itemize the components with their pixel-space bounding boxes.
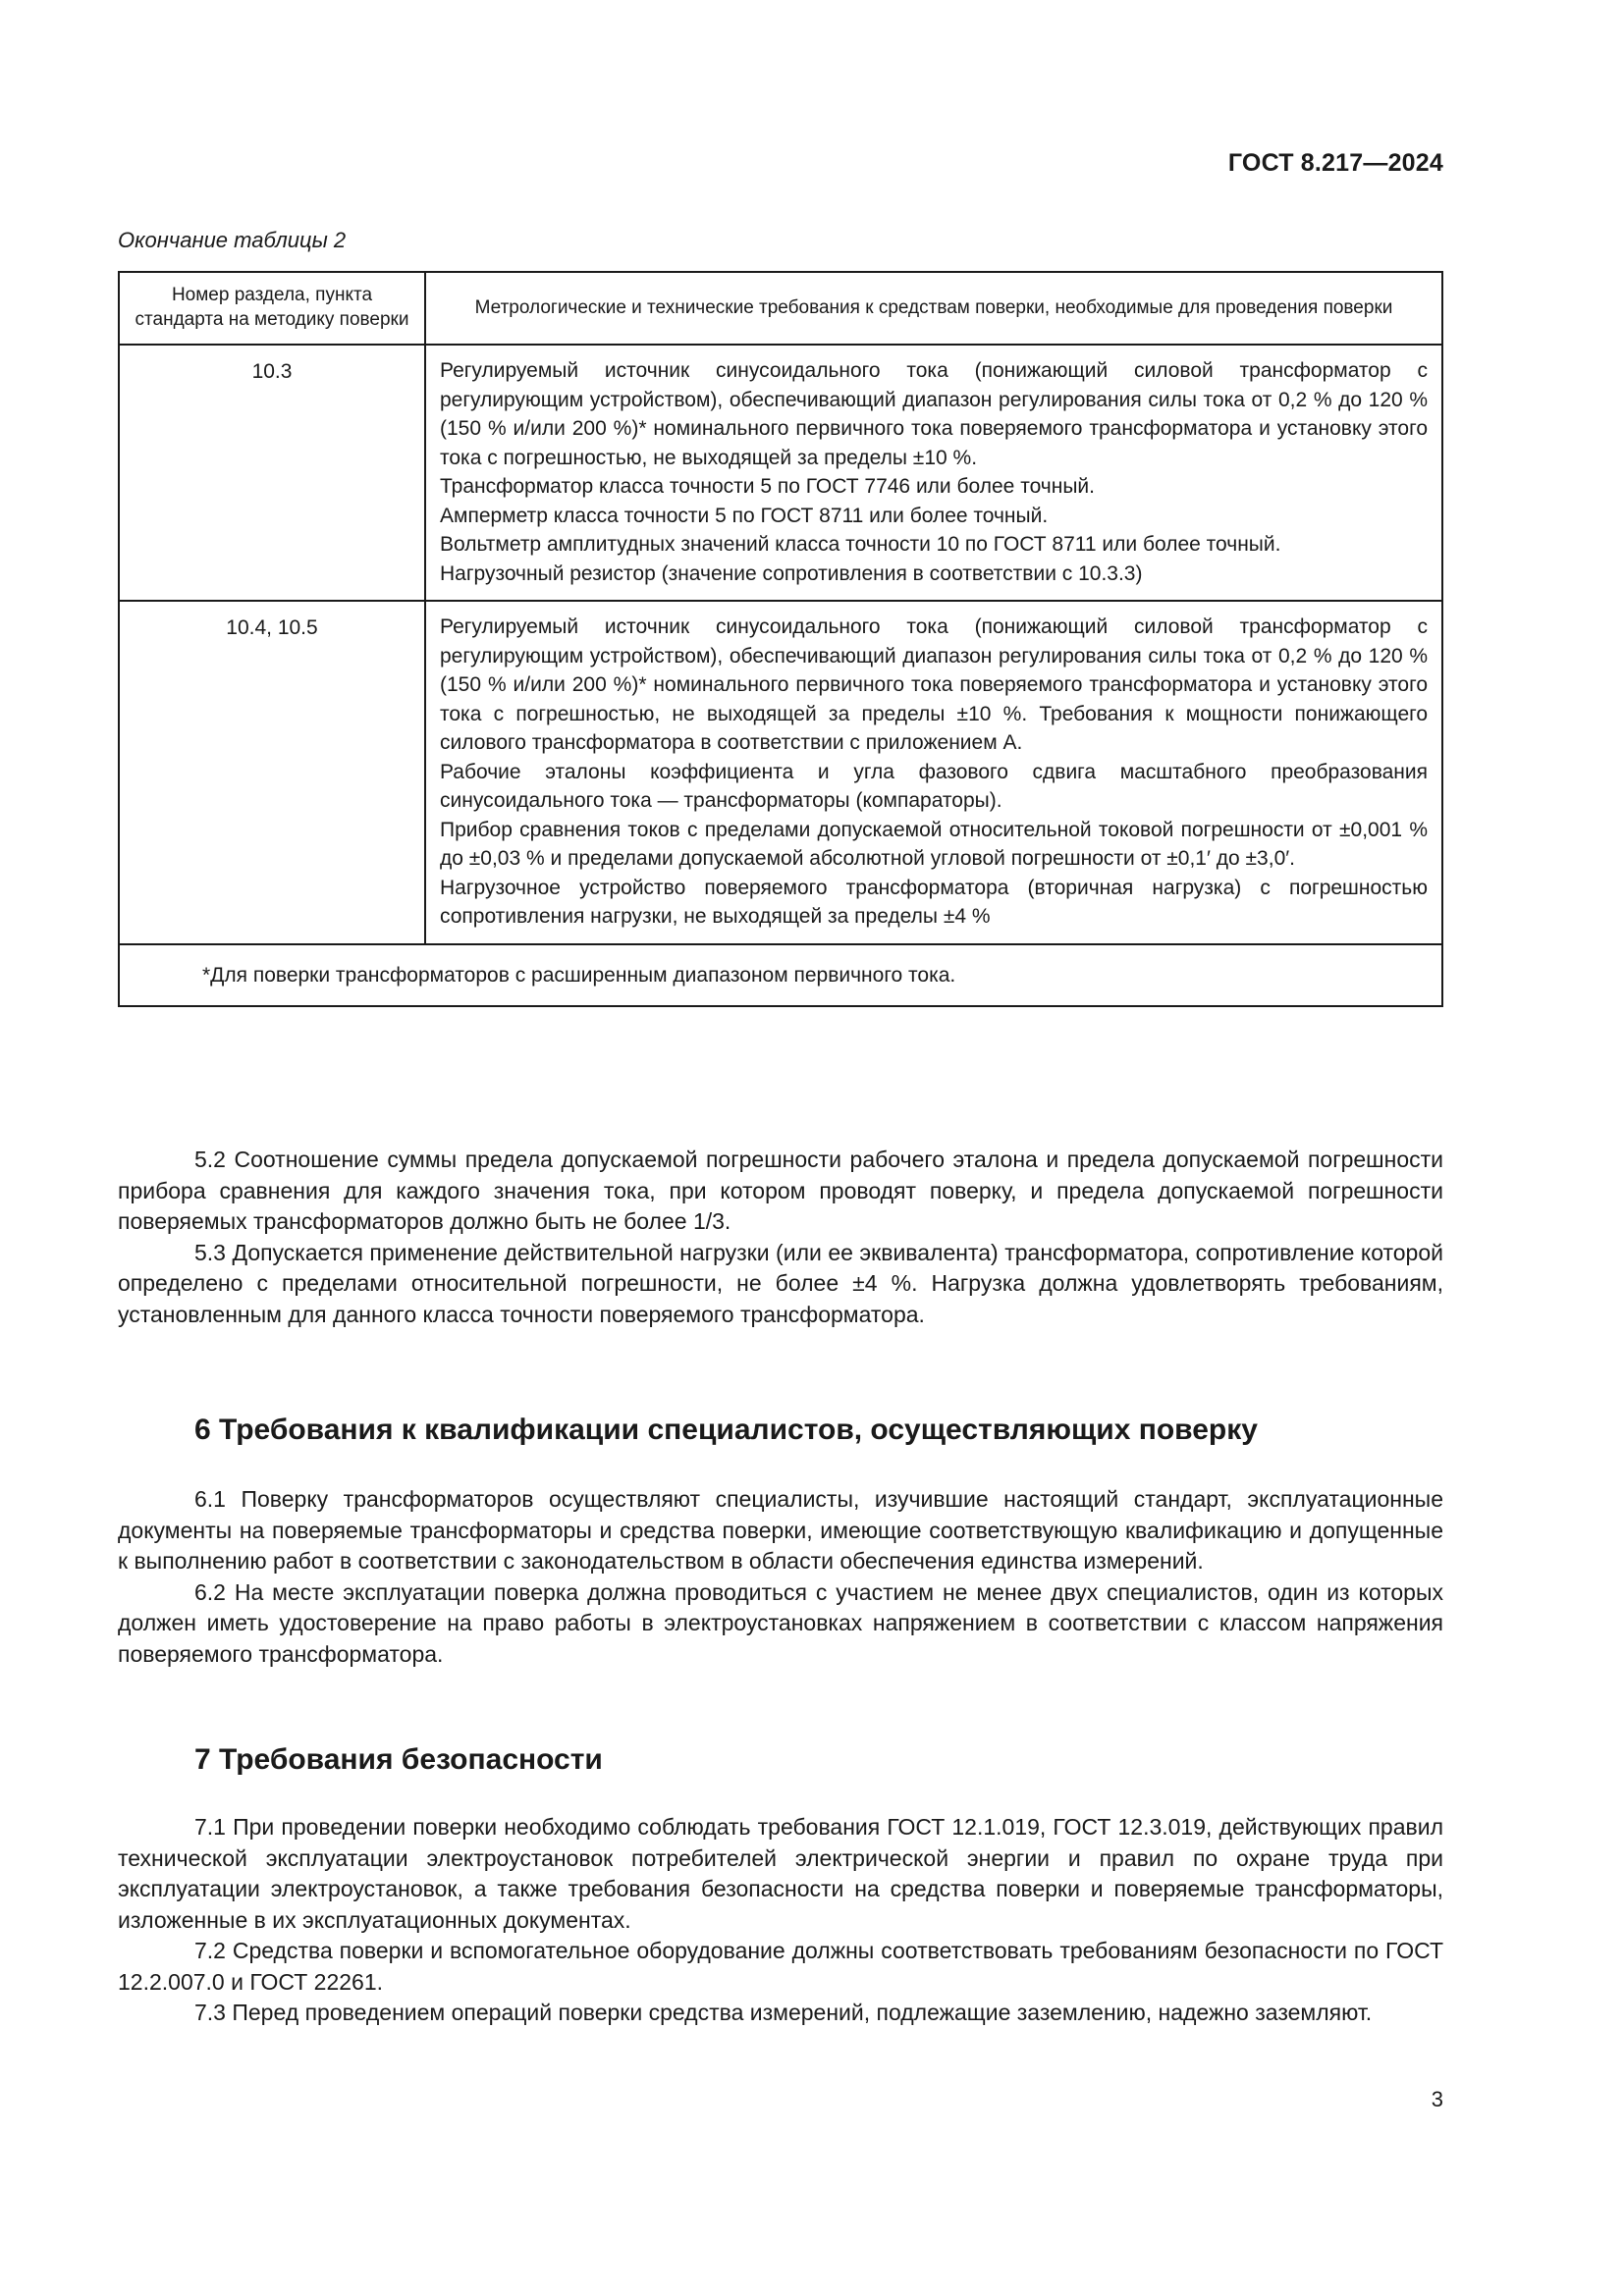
section-7-heading: 7 Требования безопасности (194, 1743, 603, 1776)
paragraph-5-3: 5.3 Допускается применение действительной нагрузки (или ее эквивалента) трансформатора, сопротивление которой определено с пределами относительной погрешности, не более ±4 %. Нагрузка должна удовлетворять требованиям, установленным для данного класса точности поверяемого трансформатора. (118, 1239, 1443, 1327)
table-footnote: *Для поверки трансформаторов с расширенным диапазоном первичного тока. (119, 944, 1442, 1007)
table-row (119, 601, 1442, 944)
section-number-cell: 10.3 (119, 345, 425, 601)
paragraph-7-1: 7.1 При проведении поверки необходимо соблюдать требования ГОСТ 12.1.019, ГОСТ 12.3.019, действующих правил технической эксплуатации электроустановок потребителей электрической энергии и правил по охране труда при эксплуатации электроустановок, а также требования безопасности на средства поверки и поверяемые трансформаторы, изложенные в их эксплуатационных документах. (118, 1814, 1443, 1933)
section-5-text (118, 1145, 1443, 1330)
requirements-table (118, 271, 1443, 1007)
section-6-text (118, 1484, 1443, 1670)
paragraph-6-2: 6.2 На месте эксплуатации поверка должна проводиться с участием не менее двух специалистов, один из которых должен иметь удостоверение на право работы в электроустановках напряжением в соответствии с классом напряжения поверяемого трансформатора. (118, 1578, 1443, 1667)
table-header-row (119, 272, 1442, 345)
requirement-item: Нагрузочный резистор (значение сопротивления в соответствии с 10.3.3) (440, 561, 1143, 585)
requirement-item: Вольтметр амплитудных значений класса точности 10 по ГОСТ 8711 или более точный. (440, 533, 1281, 556)
section-7-text (118, 1812, 1443, 2029)
requirement-item: Прибор сравнения токов с пределами допускаемой относительной токовой погрешности от ±0,001 % до ±0,03 % и пределами допускаемой абсолютной угловой погрешности от ±0,1′ до ±3,0′. (440, 818, 1428, 870)
requirement-item: Регулируемый источник синусоидального тока (понижающий силовой трансформатор с регулирующим устройством), обеспечивающий диапазон регулирования силы тока от 0,2 % до 120 % (150 % и/или 200 %)* номинального первичного тока поверяемого трансформатора и установку этого тока с погрешностью, не выходящей за пределы ±10 %. (440, 359, 1428, 469)
paragraph-7-2: 7.2 Средства поверки и вспомогательное оборудование должны соответствовать требованиям безопасности по ГОСТ 12.2.007.0 и ГОСТ 22261. (118, 1938, 1443, 1995)
section-6-heading: 6 Требования к квалификации специалистов, осуществляющих поверку (194, 1414, 1258, 1446)
requirement-item: Нагрузочное устройство поверяемого трансформатора (вторичная нагрузка) с погрешностью сопротивления нагрузки, не выходящей за пределы ±4 % (440, 876, 1428, 928)
requirements-cell (425, 601, 1442, 944)
column-header-requirements: Метрологические и технические требования к средствам поверки, необходимые для проведения поверки (425, 272, 1442, 345)
table-caption: Окончание таблицы 2 (118, 228, 347, 252)
table-row (119, 345, 1442, 601)
paragraph-5-2: 5.2 Соотношение суммы предела допускаемой погрешности рабочего эталона и предела допускаемой погрешности прибора сравнения для каждого значения тока, при котором проводят поверку, и предела допускаемой погрешности поверяемых трансформаторов должно быть не более 1/3. (118, 1147, 1443, 1234)
requirement-item: Регулируемый источник синусоидального тока (понижающий силовой трансформатор с регулирующим устройством), обеспечивающий диапазон регулирования силы тока от 0,2 % до 120 % (150 % и/или 200 %)* номинального первичного тока поверяемого трансформатора и установку этого тока с погрешностью, не выходящей за пределы ±10 %. Требования к мощности понижающего силового трансформатора в соответствии с приложением А. (440, 615, 1428, 754)
paragraph-7-3: 7.3 Перед проведением операций поверки средства измерений, подлежащие заземлению, надежно заземляют. (194, 2000, 1373, 2025)
column-header-section: Номер раздела, пункта стандарта на методику поверки (119, 272, 425, 345)
table-footnote-row (119, 944, 1442, 1007)
section-number-cell: 10.4, 10.5 (119, 601, 425, 944)
requirements-cell (425, 345, 1442, 601)
requirement-item: Трансформатор класса точности 5 по ГОСТ 7746 или более точный. (440, 475, 1095, 498)
document-id-header: ГОСТ 8.217—2024 (1227, 149, 1443, 177)
page-number: 3 (1431, 2087, 1443, 2111)
paragraph-6-1: 6.1 Поверку трансформаторов осуществляют специалисты, изучившие настоящий стандарт, эксплуатационные документы на поверяемые трансформаторы и средства поверки, имеющие соответствующую квалификацию и допущенные к выполнению работ в соответствии с законодательством в области обеспечения единства измерений. (118, 1486, 1443, 1574)
requirement-item: Рабочие эталоны коэффициента и угла фазового сдвига масштабного преобразования синусоидального тока — трансформаторы (компараторы). (440, 760, 1428, 812)
requirement-item: Амперметр класса точности 5 по ГОСТ 8711 или более точный. (440, 504, 1049, 527)
